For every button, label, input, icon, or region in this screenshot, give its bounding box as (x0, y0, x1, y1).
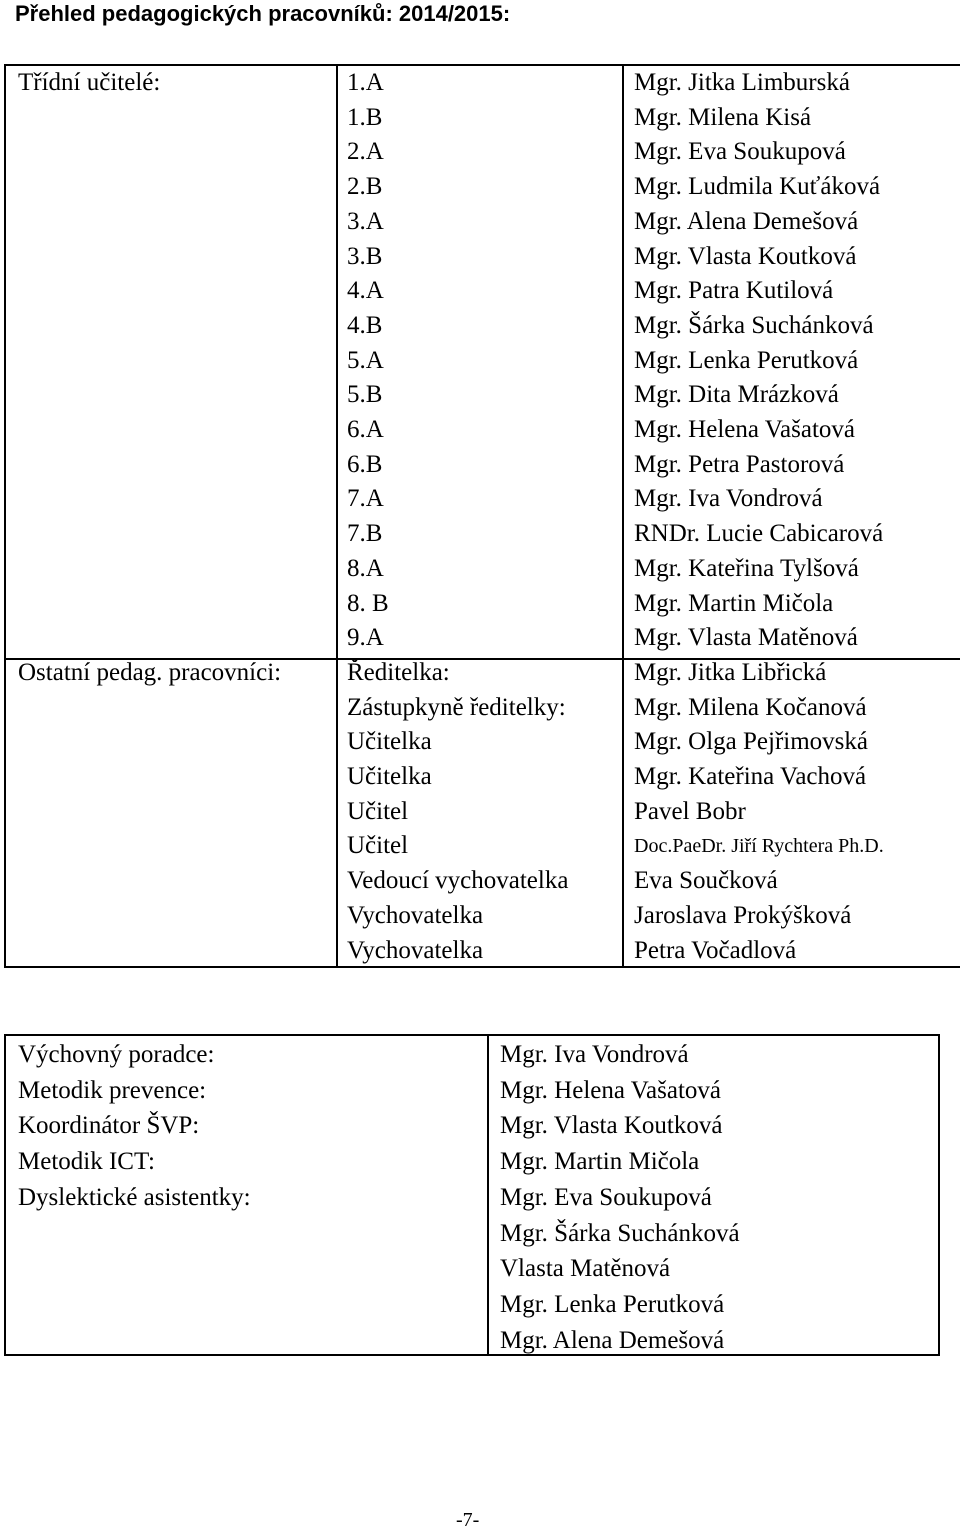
name-cell: Mgr. Jitka Limburská (634, 69, 850, 96)
role-cell: 4.A (347, 277, 384, 305)
role-cell: Učitel (347, 797, 409, 825)
role-cell: 8.A (347, 554, 384, 582)
name-cell: Mgr. Eva Soukupová (634, 138, 846, 166)
role-cell: 4.B (347, 311, 383, 339)
assigned-name: Mgr. Lenka Perutková (500, 1290, 725, 1318)
assigned-name: Mgr. Iva Vondrová (500, 1041, 689, 1068)
role-cell: 2.B (347, 173, 383, 201)
assigned-name: Mgr. Šárka Suchánková (500, 1219, 740, 1247)
name-cell: Eva Součková (634, 867, 778, 895)
name-cell: Mgr. Vlasta Matěnová (634, 624, 858, 652)
role-cell: 7.A (347, 485, 384, 513)
role-cell: Vychovatelka (347, 936, 484, 964)
role-cell: Učitelka (347, 728, 432, 756)
role-cell: 9.A (347, 624, 384, 652)
role-cell: 2.A (347, 138, 384, 166)
staff-table (4, 64, 960, 968)
name-cell: Petra Vočadlová (634, 936, 797, 964)
name-cell: Doc.PaeDr. Jiří Rychtera Ph.D. (634, 835, 884, 858)
name-cell: Mgr. Iva Vondrová (634, 485, 823, 513)
role-label: Dyslektické asistentky: (18, 1183, 251, 1211)
name-cell: Mgr. Petra Pastorová (634, 450, 845, 478)
name-cell: Mgr. Martin Mičola (634, 589, 834, 617)
column-divider-1 (336, 66, 338, 966)
page-number: -7- (456, 1509, 480, 1531)
assigned-name: Mgr. Eva Soukupová (500, 1183, 712, 1211)
name-cell: Mgr. Helena Vašatová (634, 416, 856, 443)
role-cell: 3.A (347, 207, 384, 235)
name-cell: Mgr. Kateřina Tylšová (634, 554, 859, 582)
role-cell: Ředitelka: (347, 658, 450, 686)
category-cell: Ostatní pedag. pracovníci: (18, 658, 282, 686)
role-cell: 1.A (347, 69, 384, 96)
name-cell: Jaroslava Prokýšková (634, 901, 852, 929)
role-cell: 8. B (347, 589, 389, 617)
role-cell: 6.A (347, 416, 384, 443)
name-cell: RNDr. Lucie Cabicarová (634, 520, 884, 548)
role-cell: 5.B (347, 381, 383, 409)
role-cell: Učitel (347, 832, 409, 860)
name-cell: Mgr. Olga Pejřimovská (634, 728, 869, 756)
name-cell: Mgr. Milena Kisá (634, 103, 812, 131)
name-cell: Pavel Bobr (634, 797, 746, 825)
document-title: Přehled pedagogických pracovníků: 2014/2015: (15, 1, 511, 26)
role-cell: 1.B (347, 103, 383, 131)
name-cell: Mgr. Dita Mrázková (634, 381, 839, 409)
column-divider-2 (622, 66, 624, 966)
assigned-name: Mgr. Martin Mičola (500, 1148, 700, 1176)
role-label: Metodik ICT: (18, 1148, 155, 1176)
assigned-name: Mgr. Vlasta Koutková (500, 1112, 723, 1140)
role-cell: Zástupkyně ředitelky: (347, 693, 566, 721)
roles-table (4, 1034, 940, 1356)
role-cell: 3.B (347, 242, 383, 270)
name-cell: Mgr. Kateřina Vachová (634, 763, 867, 790)
name-cell: Mgr. Patra Kutilová (634, 277, 834, 305)
role-label: Koordinátor ŠVP: (18, 1112, 200, 1140)
name-cell: Mgr. Alena Demešová (634, 207, 859, 235)
role-cell: Učitelka (347, 763, 432, 790)
name-cell: Mgr. Šárka Suchánková (634, 311, 874, 339)
name-cell: Mgr. Lenka Perutková (634, 346, 859, 374)
name-cell: Mgr. Vlasta Koutková (634, 242, 857, 270)
role-label: Metodik prevence: (18, 1076, 207, 1104)
name-cell: Mgr. Ludmila Kuťáková (634, 173, 881, 201)
role-cell: 6.B (347, 450, 383, 478)
name-cell: Mgr. Jitka Libřická (634, 658, 827, 686)
assigned-name: Mgr. Helena Vašatová (500, 1076, 722, 1104)
roles-column-divider (487, 1036, 489, 1354)
role-cell: Vedoucí vychovatelka (347, 867, 569, 895)
role-cell: 7.B (347, 520, 383, 548)
category-cell: Třídní učitelé: (18, 69, 161, 96)
role-cell: 5.A (347, 346, 384, 374)
name-cell: Mgr. Milena Kočanová (634, 693, 867, 721)
assigned-name: Vlasta Matěnová (500, 1255, 671, 1283)
role-label: Výchovný poradce: (18, 1041, 215, 1068)
role-cell: Vychovatelka (347, 901, 484, 929)
assigned-name: Mgr. Alena Demešová (500, 1326, 725, 1354)
